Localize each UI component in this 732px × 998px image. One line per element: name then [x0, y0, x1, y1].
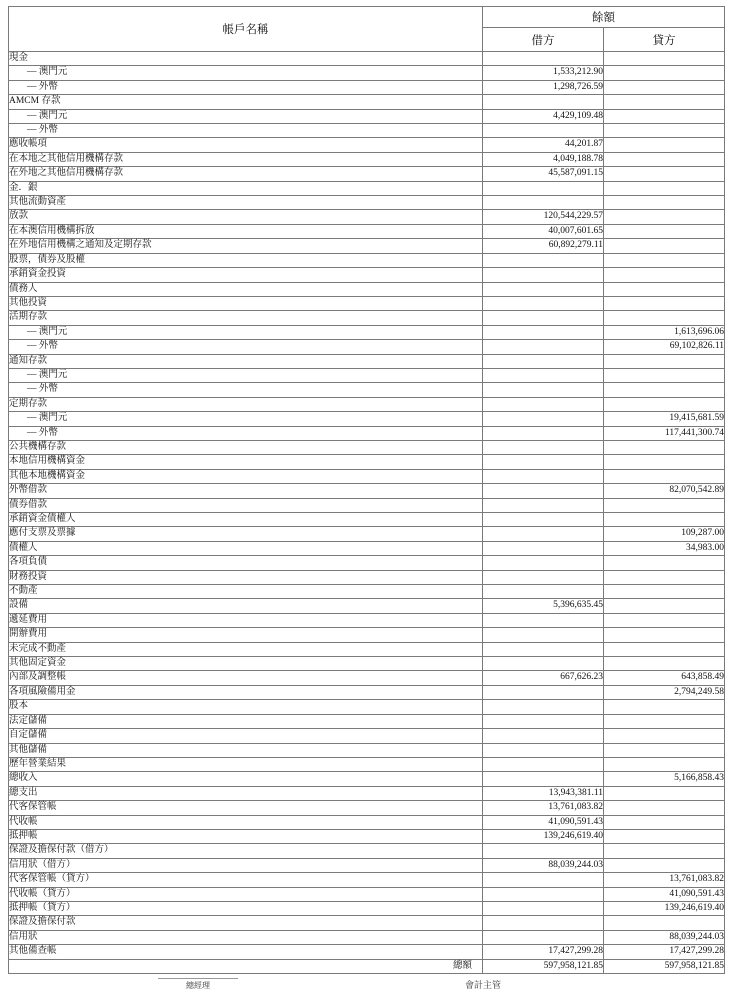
row-credit: [604, 224, 725, 238]
row-credit: [604, 757, 725, 771]
row-credit: [604, 801, 725, 815]
row-account-name: 設備: [9, 599, 483, 613]
row-credit: [604, 109, 725, 123]
table-row: [9, 801, 725, 815]
row-account-name: 債權人: [9, 541, 483, 555]
table-row: [9, 628, 725, 642]
row-account-name: 其他投資: [9, 296, 483, 310]
row-debit: [483, 743, 604, 757]
row-debit: [483, 613, 604, 627]
row-credit: [604, 52, 725, 66]
row-account-name: 通知存款: [9, 354, 483, 368]
row-account-name: 代客保管帳（貸方）: [9, 873, 483, 887]
table-row: [9, 469, 725, 483]
row-credit: [604, 282, 725, 296]
row-account-name: 自定儲備: [9, 729, 483, 743]
table-row: [9, 66, 725, 80]
table-row: [9, 239, 725, 253]
table-row: [9, 714, 725, 728]
row-credit: [604, 743, 725, 757]
table-row: [9, 52, 725, 66]
row-account-name: 其他本地機構資金: [9, 469, 483, 483]
row-account-name: 總收入: [9, 772, 483, 786]
total-credit: 597,958,121.85: [604, 959, 725, 973]
row-credit: [604, 844, 725, 858]
row-debit: [483, 325, 604, 339]
table-row: [9, 210, 725, 224]
row-debit: [483, 440, 604, 454]
row-credit: [604, 570, 725, 584]
table-header: [9, 7, 725, 52]
row-debit: [483, 95, 604, 109]
row-debit: [483, 253, 604, 267]
row-debit: [483, 887, 604, 901]
row-account-name: 其他流動資產: [9, 196, 483, 210]
row-credit: 2,794,249.58: [604, 685, 725, 699]
row-credit: [604, 397, 725, 411]
row-credit: [604, 786, 725, 800]
row-credit: 643,858.49: [604, 671, 725, 685]
row-account-name: 股票，債券及股權: [9, 253, 483, 267]
header-balance: 餘額: [483, 7, 725, 28]
row-credit: [604, 311, 725, 325]
row-debit: 44,201.87: [483, 138, 604, 152]
table-row: [9, 815, 725, 829]
row-account-name: — 澳門元: [9, 66, 483, 80]
table-row: [9, 671, 725, 685]
row-debit: 17,427,299.28: [483, 945, 604, 959]
header-credit: 貸方: [604, 28, 725, 52]
table-row: [9, 556, 725, 570]
row-account-name: 股本: [9, 700, 483, 714]
table-row: [9, 253, 725, 267]
total-label: 總額: [9, 959, 483, 973]
header-account-name: 帳戶名稱: [9, 7, 483, 52]
row-debit: 4,429,109.48: [483, 109, 604, 123]
signature-manager: 總經理: [158, 978, 238, 991]
row-account-name: AMCM 存款: [9, 95, 483, 109]
table-row: [9, 167, 725, 181]
row-account-name: 債務人: [9, 282, 483, 296]
signature-accountant: 會計主管: [464, 980, 501, 990]
table-row: [9, 412, 725, 426]
row-account-name: 外幣借款: [9, 484, 483, 498]
row-debit: [483, 873, 604, 887]
row-debit: [483, 527, 604, 541]
row-debit: [483, 541, 604, 555]
table-row: [9, 282, 725, 296]
row-credit: [604, 815, 725, 829]
row-debit: [483, 700, 604, 714]
table-row: [9, 368, 725, 382]
balance-table: [8, 6, 725, 974]
row-debit: 120,544,229.57: [483, 210, 604, 224]
table-row: [9, 383, 725, 397]
table-row: [9, 541, 725, 555]
header-debit: 借方: [483, 28, 604, 52]
row-credit: [604, 181, 725, 195]
row-credit: [604, 239, 725, 253]
row-credit: [604, 354, 725, 368]
table-row: [9, 786, 725, 800]
row-account-name: 保證及擔保付款（借方）: [9, 844, 483, 858]
row-account-name: — 澳門元: [9, 412, 483, 426]
row-credit: [604, 729, 725, 743]
row-debit: [483, 397, 604, 411]
table-row: [9, 80, 725, 94]
table-row: [9, 757, 725, 771]
table-row: [9, 873, 725, 887]
table-row: [9, 700, 725, 714]
row-account-name: 信用狀（借方）: [9, 858, 483, 872]
row-account-name: 遞延費用: [9, 613, 483, 627]
table-row: [9, 527, 725, 541]
table-row: [9, 930, 725, 944]
row-debit: [483, 296, 604, 310]
row-credit: [604, 66, 725, 80]
table-row: [9, 397, 725, 411]
table-row: [9, 181, 725, 195]
table-row: [9, 613, 725, 627]
row-account-name: 應收帳項: [9, 138, 483, 152]
row-account-name: 承銷資金投資: [9, 268, 483, 282]
row-debit: [483, 657, 604, 671]
row-account-name: 金．銀: [9, 181, 483, 195]
table-row: [9, 599, 725, 613]
row-credit: 41,090,591.43: [604, 887, 725, 901]
row-account-name: 其他儲備: [9, 743, 483, 757]
row-debit: [483, 52, 604, 66]
row-account-name: 現金: [9, 52, 483, 66]
row-credit: [604, 80, 725, 94]
row-credit: 34,983.00: [604, 541, 725, 555]
table-row: [9, 224, 725, 238]
row-debit: 13,761,083.82: [483, 801, 604, 815]
row-credit: 139,246,619.40: [604, 901, 725, 915]
table-row: [9, 440, 725, 454]
row-account-name: 代收帳（貸方）: [9, 887, 483, 901]
table-row: [9, 484, 725, 498]
row-credit: [604, 152, 725, 166]
row-account-name: 公共機構存款: [9, 440, 483, 454]
row-debit: [483, 124, 604, 138]
table-row: [9, 296, 725, 310]
row-credit: 88,039,244.03: [604, 930, 725, 944]
row-credit: [604, 556, 725, 570]
table-row: [9, 109, 725, 123]
row-debit: 41,090,591.43: [483, 815, 604, 829]
table-row: [9, 570, 725, 584]
row-credit: [604, 368, 725, 382]
table-row: [9, 642, 725, 656]
table-row: [9, 513, 725, 527]
row-account-name: 信用狀: [9, 930, 483, 944]
row-account-name: 在本地之其他信用機構存款: [9, 152, 483, 166]
row-credit: [604, 440, 725, 454]
row-credit: [604, 196, 725, 210]
row-credit: [604, 613, 725, 627]
table-row: [9, 685, 725, 699]
row-debit: [483, 729, 604, 743]
row-credit: [604, 210, 725, 224]
table-row: [9, 858, 725, 872]
table-row: [9, 743, 725, 757]
table-row: [9, 585, 725, 599]
row-debit: [483, 455, 604, 469]
row-account-name: 其他固定資金: [9, 657, 483, 671]
row-debit: 40,007,601.65: [483, 224, 604, 238]
table-row: [9, 196, 725, 210]
row-debit: [483, 513, 604, 527]
row-credit: [604, 628, 725, 642]
row-credit: 5,166,858.43: [604, 772, 725, 786]
row-account-name: 各項負債: [9, 556, 483, 570]
row-debit: [483, 368, 604, 382]
row-credit: [604, 829, 725, 843]
row-credit: 82,070,542.89: [604, 484, 725, 498]
row-debit: [483, 757, 604, 771]
row-account-name: — 外幣: [9, 383, 483, 397]
row-debit: [483, 383, 604, 397]
row-debit: [483, 772, 604, 786]
row-debit: 60,892,279.11: [483, 239, 604, 253]
table-row: [9, 887, 725, 901]
row-account-name: — 外幣: [9, 426, 483, 440]
row-debit: 13,943,381.11: [483, 786, 604, 800]
row-account-name: 代客保管帳: [9, 801, 483, 815]
row-account-name: 定期存款: [9, 397, 483, 411]
row-credit: [604, 296, 725, 310]
row-credit: [604, 138, 725, 152]
row-account-name: 抵押帳（貸方）: [9, 901, 483, 915]
row-credit: 117,441,300.74: [604, 426, 725, 440]
row-debit: [483, 181, 604, 195]
row-debit: [483, 412, 604, 426]
row-credit: [604, 599, 725, 613]
table-row: [9, 498, 725, 512]
table-body: [9, 52, 725, 960]
row-account-name: 本地信用機構資金: [9, 455, 483, 469]
row-credit: [604, 383, 725, 397]
row-account-name: — 外幣: [9, 80, 483, 94]
row-debit: [483, 570, 604, 584]
row-debit: [483, 196, 604, 210]
row-debit: 88,039,244.03: [483, 858, 604, 872]
row-account-name: 在外地信用機構之通知及定期存款: [9, 239, 483, 253]
row-account-name: 抵押帳: [9, 829, 483, 843]
table-row: [9, 325, 725, 339]
row-debit: 667,626.23: [483, 671, 604, 685]
table-row: [9, 340, 725, 354]
row-credit: [604, 714, 725, 728]
row-credit: [604, 95, 725, 109]
row-debit: [483, 844, 604, 858]
row-account-name: — 澳門元: [9, 368, 483, 382]
row-debit: [483, 916, 604, 930]
row-account-name: 歷年營業結果: [9, 757, 483, 771]
row-debit: 139,246,619.40: [483, 829, 604, 843]
row-debit: [483, 642, 604, 656]
row-account-name: 應付支票及票據: [9, 527, 483, 541]
row-credit: [604, 585, 725, 599]
row-credit: [604, 469, 725, 483]
row-debit: [483, 685, 604, 699]
table-row: [9, 268, 725, 282]
table-row: [9, 138, 725, 152]
row-credit: 109,287.00: [604, 527, 725, 541]
row-account-name: 代收帳: [9, 815, 483, 829]
row-account-name: 在本澳信用機構拆放: [9, 224, 483, 238]
table-row: [9, 657, 725, 671]
row-credit: [604, 124, 725, 138]
table-row: [9, 844, 725, 858]
row-debit: [483, 469, 604, 483]
table-row: [9, 124, 725, 138]
row-credit: 13,761,083.82: [604, 873, 725, 887]
row-debit: [483, 354, 604, 368]
row-credit: [604, 167, 725, 181]
row-credit: [604, 498, 725, 512]
row-debit: [483, 268, 604, 282]
row-credit: 69,102,826.11: [604, 340, 725, 354]
row-credit: [604, 700, 725, 714]
row-account-name: — 外幣: [9, 124, 483, 138]
row-debit: [483, 628, 604, 642]
table-row: [9, 729, 725, 743]
table-row: [9, 95, 725, 109]
total-debit: 597,958,121.85: [483, 959, 604, 973]
row-account-name: 法定儲備: [9, 714, 483, 728]
row-debit: [483, 311, 604, 325]
row-credit: 17,427,299.28: [604, 945, 725, 959]
signature-area: [8, 976, 724, 998]
row-credit: [604, 858, 725, 872]
row-debit: [483, 484, 604, 498]
row-credit: [604, 253, 725, 267]
row-credit: [604, 455, 725, 469]
row-debit: [483, 426, 604, 440]
row-debit: 1,533,212.90: [483, 66, 604, 80]
row-account-name: 債券借款: [9, 498, 483, 512]
table-row: [9, 901, 725, 915]
row-debit: [483, 282, 604, 296]
row-account-name: 未完成不動產: [9, 642, 483, 656]
row-credit: [604, 513, 725, 527]
row-debit: [483, 930, 604, 944]
row-debit: 45,587,091.15: [483, 167, 604, 181]
row-account-name: 開辦費用: [9, 628, 483, 642]
table-row: [9, 945, 725, 959]
table-row: [9, 829, 725, 843]
row-credit: [604, 916, 725, 930]
row-account-name: 放款: [9, 210, 483, 224]
row-account-name: 活期存款: [9, 311, 483, 325]
row-account-name: 總支出: [9, 786, 483, 800]
table-row: [9, 916, 725, 930]
table-row: [9, 152, 725, 166]
table-footer: [9, 959, 725, 973]
row-account-name: 不動產: [9, 585, 483, 599]
row-account-name: 財務投資: [9, 570, 483, 584]
row-debit: [483, 340, 604, 354]
table-row: [9, 455, 725, 469]
row-account-name: 各項風險備用金: [9, 685, 483, 699]
table-row: [9, 311, 725, 325]
row-account-name: 保證及擔保付款: [9, 916, 483, 930]
row-account-name: 在外地之其他信用機構存款: [9, 167, 483, 181]
row-debit: [483, 498, 604, 512]
row-debit: [483, 714, 604, 728]
row-debit: [483, 556, 604, 570]
row-credit: [604, 268, 725, 282]
row-credit: 19,415,681.59: [604, 412, 725, 426]
row-credit: [604, 657, 725, 671]
table-row: [9, 426, 725, 440]
table-row: [9, 354, 725, 368]
row-debit: 1,298,726.59: [483, 80, 604, 94]
row-account-name: 內部及調整帳: [9, 671, 483, 685]
total-row: [9, 959, 725, 973]
row-debit: [483, 901, 604, 915]
row-account-name: 承銷資金債權人: [9, 513, 483, 527]
row-account-name: 其他備查帳: [9, 945, 483, 959]
row-credit: [604, 642, 725, 656]
table-row: [9, 772, 725, 786]
row-debit: [483, 585, 604, 599]
row-credit: 1,613,696.06: [604, 325, 725, 339]
row-debit: 5,396,635.45: [483, 599, 604, 613]
row-account-name: — 外幣: [9, 340, 483, 354]
row-debit: 4,049,188.78: [483, 152, 604, 166]
row-account-name: — 澳門元: [9, 109, 483, 123]
row-account-name: — 澳門元: [9, 325, 483, 339]
